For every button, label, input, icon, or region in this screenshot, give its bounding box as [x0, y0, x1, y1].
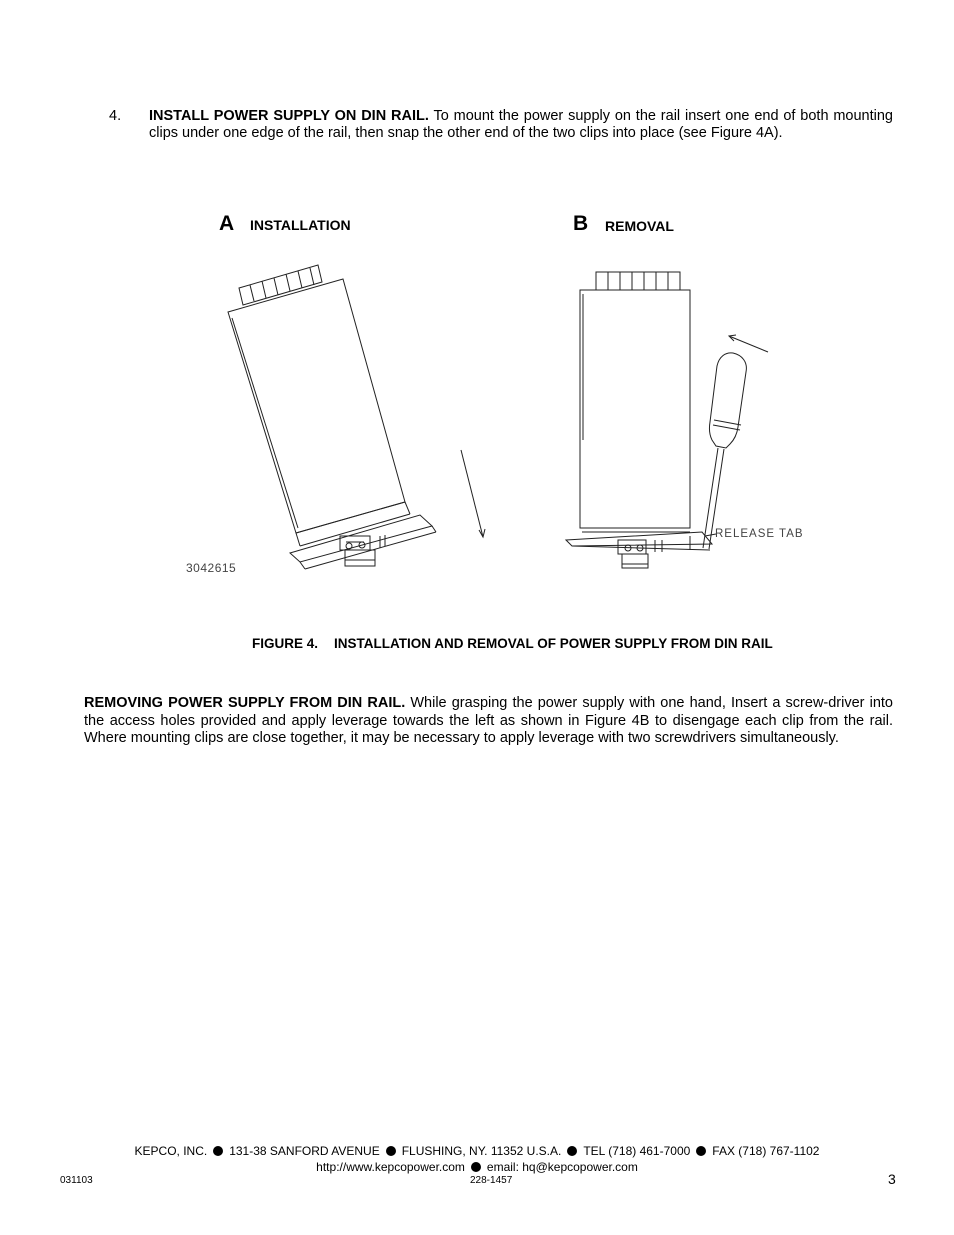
bullet-icon [386, 1146, 396, 1156]
removal-text: While grasping the power supply with one hand, Insert a screw-driver into the access holes provided and apply leverage towards the left as shown in Figure 4B to disengage each clip from the rail. Where mounting clips are close together, it may be necessary to apply leverage with two screwdrivers simultaneously. [84, 695, 893, 746]
step-text: To mount the power supply on the rail insert one end of both mounting clips under one edge of the rail, then snap the other end of the two clips into place (see Figure 4A). [149, 108, 893, 141]
footer-company: KEPCO, INC. [134, 1144, 208, 1158]
bullet-icon [567, 1146, 577, 1156]
footer-address-line [0, 1144, 954, 1158]
screwdriver [703, 353, 746, 549]
footer-web[interactable]: http://www.kepcopower.com [316, 1160, 465, 1174]
bullet-icon [471, 1162, 481, 1172]
caption-text: INSTALLATION AND REMOVAL OF POWER SUPPLY FROM DIN RAIL [334, 636, 773, 651]
drawing-number: 3042615 [186, 561, 237, 575]
page-number: 3 [888, 1171, 896, 1187]
install-arrow [461, 450, 485, 537]
removal-paragraph [84, 695, 893, 748]
step-heading: INSTALL POWER SUPPLY ON DIN RAIL. [149, 108, 429, 124]
removal-heading: REMOVING POWER SUPPLY FROM DIN RAIL. [84, 695, 406, 711]
footer-city: FLUSHING, NY. 11352 U.S.A. [401, 1144, 562, 1158]
date-code: 031103 [60, 1175, 93, 1186]
caption-number: FIGURE 4. [252, 636, 319, 651]
footer-tel: TEL (718) 461-7000 [583, 1144, 691, 1158]
removal-drawing [566, 272, 712, 568]
footer-email[interactable]: email: hq@kepcopower.com [486, 1160, 638, 1174]
step-body [149, 108, 893, 142]
bullet-icon [696, 1146, 706, 1156]
document-code: 228-1457 [470, 1175, 513, 1186]
install-step [109, 108, 893, 142]
panel-b-letter: B [573, 212, 589, 235]
bullet-icon [213, 1146, 223, 1156]
panel-a-letter: A [219, 212, 235, 235]
footer-contact-line [0, 1160, 954, 1174]
figure-caption [252, 636, 773, 651]
installation-drawing [228, 265, 436, 569]
removal-arrow [729, 335, 768, 352]
footer-address: 131-38 SANFORD AVENUE [229, 1144, 380, 1158]
din-rail-figure [150, 250, 830, 600]
footer-fax: FAX (718) 767-1102 [712, 1144, 820, 1158]
release-tab-label: RELEASE TAB [715, 528, 804, 540]
panel-a-label: INSTALLATION [250, 217, 351, 233]
panel-b-label: REMOVAL [605, 218, 674, 234]
step-number: 4. [109, 108, 122, 124]
